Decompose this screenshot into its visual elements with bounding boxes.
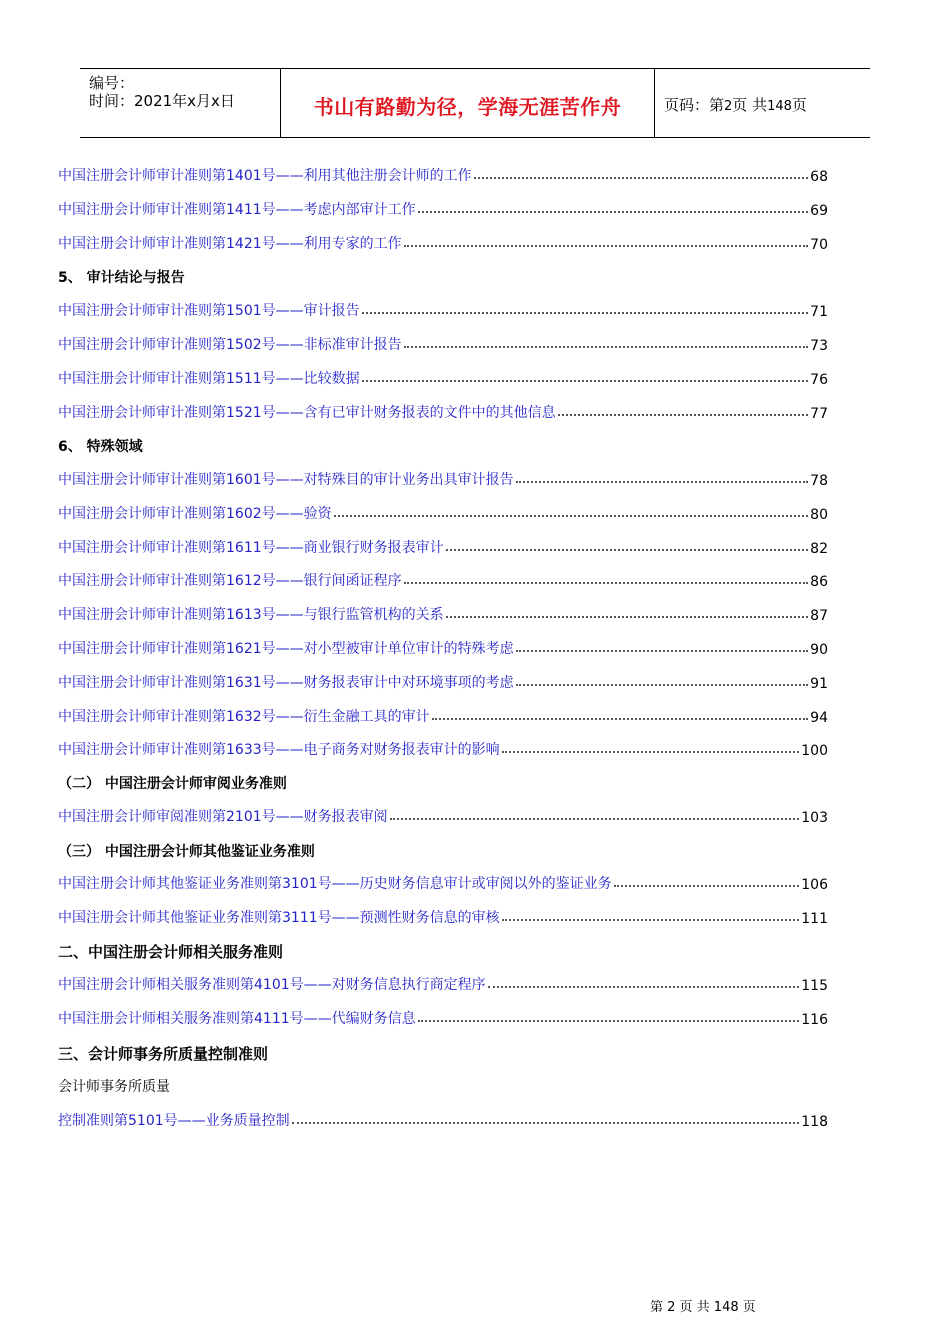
toc-entry[interactable] bbox=[58, 535, 828, 557]
toc-entry-title: 中国注册会计师审阅准则第2101号——财务报表审阅 bbox=[58, 809, 388, 825]
toc-entry-page: 115 bbox=[801, 978, 828, 994]
page-suffix: 页 bbox=[791, 96, 807, 114]
toc-entry-page: 94 bbox=[810, 710, 828, 726]
toc-entry-title: 中国注册会计师审计准则第1501号——审计报告 bbox=[58, 303, 360, 319]
toc-entry-title: 中国注册会计师审计准则第1411号——考虑内部审计工作 bbox=[58, 202, 416, 218]
dot-leader bbox=[446, 616, 809, 618]
dot-leader bbox=[488, 986, 800, 988]
toc-entry[interactable] bbox=[58, 231, 828, 253]
toc-entry-title: 中国注册会计师审计准则第1511号——比较数据 bbox=[58, 371, 360, 387]
toc-entry-title: 中国注册会计师相关服务准则第4111号——代编财务信息 bbox=[58, 1011, 416, 1027]
toc-entry-title: 中国注册会计师其他鉴证业务准则第3111号——预测性财务信息的审核 bbox=[58, 910, 500, 926]
dot-leader bbox=[292, 1122, 800, 1124]
motto: 书山有路勤为径，学海无涯苦作舟 bbox=[313, 95, 622, 119]
toc-entry[interactable] bbox=[58, 163, 828, 185]
dot-leader bbox=[516, 684, 809, 686]
toc-entry-page: 87 bbox=[810, 608, 828, 624]
section-heading: （三） 中国注册会计师其他鉴证业务准则 bbox=[58, 844, 315, 860]
dot-leader bbox=[558, 414, 809, 416]
toc-entry[interactable] bbox=[58, 298, 828, 320]
toc-entry-page: 73 bbox=[810, 338, 828, 354]
dot-leader bbox=[404, 346, 809, 348]
toc-entry[interactable] bbox=[58, 670, 828, 692]
toc-entry-title: 中国注册会计师审计准则第1613号——与银行监管机构的关系 bbox=[58, 607, 444, 623]
dot-leader bbox=[362, 312, 809, 314]
toc-entry[interactable] bbox=[58, 568, 828, 590]
toc-entry-title: 中国注册会计师审计准则第1633号——电子商务对财务报表审计的影响 bbox=[58, 742, 500, 758]
toc-entry-page: 111 bbox=[801, 911, 828, 927]
toc-text-line: 会计师事务所质量 bbox=[58, 1079, 170, 1095]
toc-entry-title: 中国注册会计师审计准则第1602号——验资 bbox=[58, 506, 332, 522]
dot-leader bbox=[614, 885, 800, 887]
toc-entry-title: 中国注册会计师审计准则第1521号——含有已审计财务报表的文件中的其他信息 bbox=[58, 405, 556, 421]
dot-leader bbox=[502, 919, 800, 921]
toc-entry-title: 中国注册会计师审计准则第1401号——利用其他注册会计师的工作 bbox=[58, 168, 472, 184]
toc-entry[interactable] bbox=[58, 636, 828, 658]
toc-entry[interactable] bbox=[58, 602, 828, 624]
toc-entry[interactable] bbox=[58, 704, 828, 726]
section-heading: 6、 特殊领域 bbox=[58, 439, 143, 455]
toc-entry-title: 中国注册会计师审计准则第1601号——对特殊目的审计业务出具审计报告 bbox=[58, 472, 514, 488]
dot-leader bbox=[516, 481, 809, 483]
toc-entry[interactable] bbox=[58, 467, 828, 489]
toc-entry-page: 77 bbox=[810, 406, 828, 422]
toc-entry-title: 中国注册会计师审计准则第1502号——非标准审计报告 bbox=[58, 337, 402, 353]
toc-entry[interactable] bbox=[58, 400, 828, 422]
page-total: 148 bbox=[767, 99, 792, 114]
toc-entry-page: 71 bbox=[810, 304, 828, 320]
toc-entry-page: 78 bbox=[810, 473, 828, 489]
dot-leader bbox=[404, 245, 809, 247]
dot-leader bbox=[418, 211, 809, 213]
toc-entry[interactable] bbox=[58, 804, 828, 826]
toc-entry-page: 100 bbox=[801, 743, 828, 759]
toc-entry-page: 68 bbox=[810, 169, 828, 185]
toc-entry-page: 91 bbox=[810, 676, 828, 692]
toc-entry-page: 82 bbox=[810, 541, 828, 557]
toc-entry-page: 86 bbox=[810, 574, 828, 590]
dot-leader bbox=[446, 549, 809, 551]
toc-entry-page: 90 bbox=[810, 642, 828, 658]
dot-leader bbox=[334, 515, 809, 517]
page-footer: 第 2 页 共 148 页 bbox=[650, 1300, 756, 1315]
section-heading: 二、中国注册会计师相关服务准则 bbox=[58, 943, 284, 961]
toc-entry[interactable] bbox=[58, 1108, 828, 1130]
dot-leader bbox=[362, 380, 809, 382]
toc-entry-title: 中国注册会计师审计准则第1612号——银行间函证程序 bbox=[58, 573, 402, 589]
toc-entry-page: 106 bbox=[801, 877, 828, 893]
dot-leader bbox=[390, 818, 800, 820]
page-number: 2 bbox=[724, 99, 733, 114]
toc-entry-page: 76 bbox=[810, 372, 828, 388]
dot-leader bbox=[418, 1020, 800, 1022]
toc-entry-title: 控制准则第5101号——业务质量控制 bbox=[58, 1113, 290, 1129]
toc-entry[interactable] bbox=[58, 737, 828, 759]
toc-entry-title: 中国注册会计师相关服务准则第4101号——对财务信息执行商定程序 bbox=[58, 977, 486, 993]
toc-entry-title: 中国注册会计师审计准则第1632号——衍生金融工具的审计 bbox=[58, 709, 430, 725]
toc-entry-title: 中国注册会计师审计准则第1421号——利用专家的工作 bbox=[58, 236, 402, 252]
dot-leader bbox=[404, 582, 809, 584]
toc-entry-page: 69 bbox=[810, 203, 828, 219]
toc-entry[interactable] bbox=[58, 197, 828, 219]
toc-entry-title: 中国注册会计师审计准则第1621号——对小型被审计单位审计的特殊考虑 bbox=[58, 641, 514, 657]
dot-leader bbox=[502, 751, 800, 753]
page-mid: 页 共 bbox=[732, 96, 768, 114]
section-heading: （二） 中国注册会计师审阅业务准则 bbox=[58, 776, 287, 792]
page-prefix: 页码：第 bbox=[664, 96, 725, 114]
dot-leader bbox=[432, 718, 809, 720]
toc-entry[interactable] bbox=[58, 905, 828, 927]
toc-entry-title: 中国注册会计师其他鉴证业务准则第3101号——历史财务信息审计或审阅以外的鉴证业务 bbox=[58, 876, 612, 892]
toc-entry[interactable] bbox=[58, 972, 828, 994]
toc-entry[interactable] bbox=[58, 501, 828, 523]
toc-entry-title: 中国注册会计师审计准则第1631号——财务报表审计中对环境事项的考虑 bbox=[58, 675, 514, 691]
number-label: 编号： bbox=[89, 74, 135, 92]
toc-entry-page: 118 bbox=[801, 1114, 828, 1130]
section-heading: 5、 审计结论与报告 bbox=[58, 270, 185, 286]
toc-entry[interactable] bbox=[58, 871, 828, 893]
date-label: 时间：2021年x月x日 bbox=[89, 92, 235, 110]
toc-entry[interactable] bbox=[58, 1006, 828, 1028]
dot-leader bbox=[516, 650, 809, 652]
toc-entry-page: 80 bbox=[810, 507, 828, 523]
section-heading: 三、会计师事务所质量控制准则 bbox=[58, 1045, 269, 1063]
toc-entry[interactable] bbox=[58, 366, 828, 388]
toc-entry-page: 116 bbox=[801, 1012, 828, 1028]
dot-leader bbox=[474, 177, 809, 179]
toc-entry-title: 中国注册会计师审计准则第1611号——商业银行财务报表审计 bbox=[58, 540, 444, 556]
toc-entry-page: 103 bbox=[801, 810, 828, 826]
toc-entry-page: 70 bbox=[810, 237, 828, 253]
toc-entry[interactable] bbox=[58, 332, 828, 354]
